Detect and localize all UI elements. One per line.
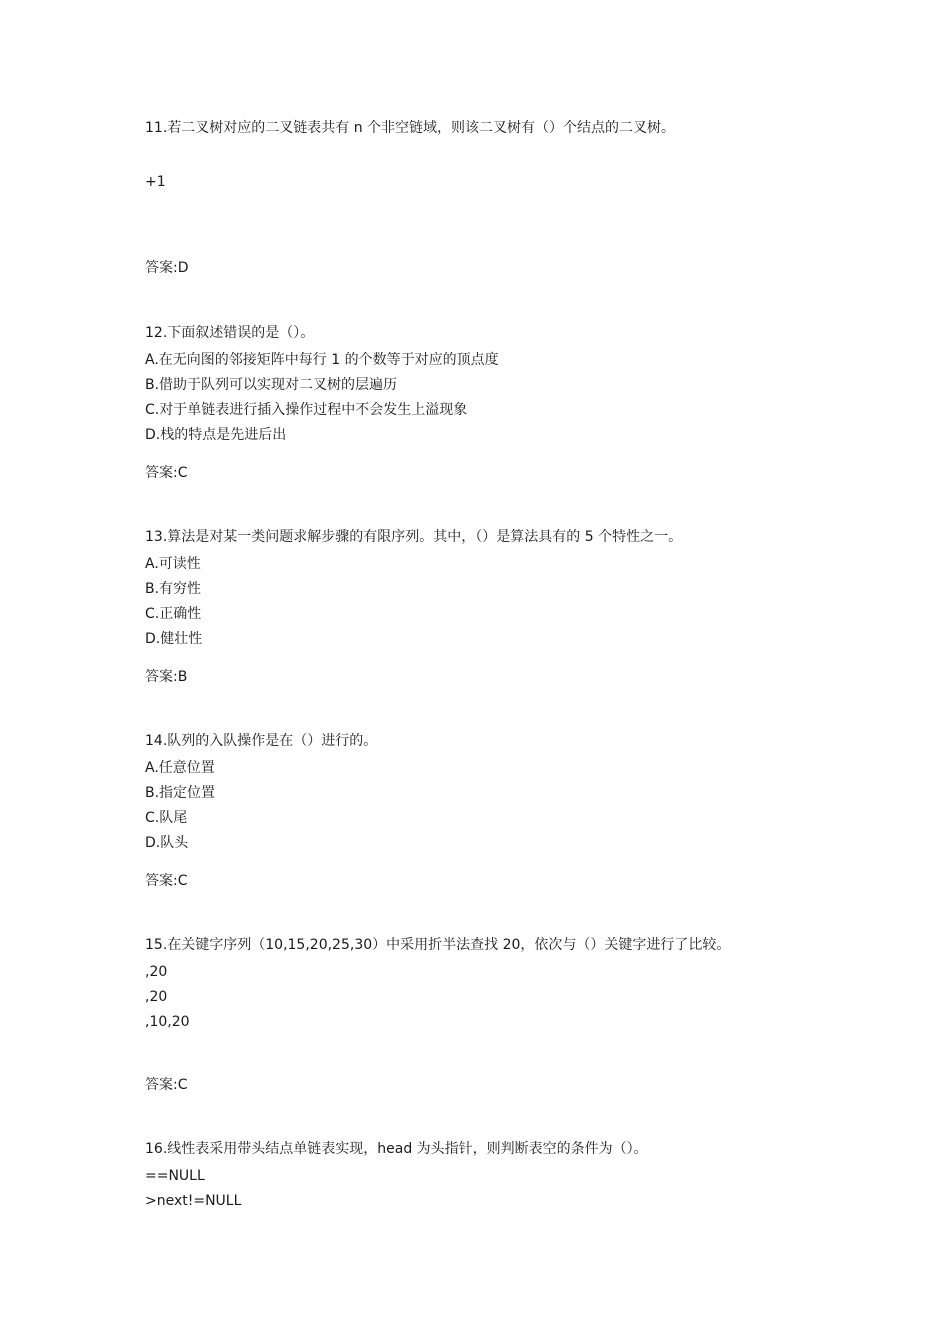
q13-option-a: A.可读性 [145,556,201,572]
q12-option-a: A.在无向图的邻接矩阵中每行 1 的个数等于对应的顶点度 [145,352,499,368]
q16-option-2: >next!=NULL [145,1193,242,1209]
q12-option-d: D.栈的特点是先进后出 [145,427,287,443]
q15-stem: 15.在关键字序列（10,15,20,25,30）中采用折半法查找 20，依次与（）关键字进行了比较。 [145,937,731,953]
q14-option-b: B.指定位置 [145,785,216,801]
q16-stem: 16.线性表采用带头结点单链表实现，head 为头指针，则判断表空的条件为（）。 [145,1141,648,1157]
q14-answer: 答案:C [145,873,188,889]
q13-answer: 答案:B [145,669,188,685]
q12-option-b: B.借助于队列可以实现对二叉树的层遍历 [145,377,398,393]
q11-answer: 答案:D [145,260,189,276]
q14-option-a: A.任意位置 [145,760,215,776]
q12-option-c: C.对于单链表进行插入操作过程中不会发生上溢现象 [145,402,468,418]
q15-option-2: ,20 [145,989,168,1005]
q16-option-1: ==NULL [145,1168,205,1184]
q13-option-b: B.有穷性 [145,581,202,597]
q13-option-c: C.正确性 [145,606,202,622]
q14-option-d: D.队头 [145,835,189,851]
q15-option-3: ,10,20 [145,1014,190,1030]
q11-option-1: +1 [145,174,166,190]
q14-stem: 14.队列的入队操作是在（）进行的。 [145,733,378,749]
q15-answer: 答案:C [145,1077,188,1093]
q11-stem: 11.若二叉树对应的二叉链表共有 n 个非空链域，则该二叉树有（）个结点的二叉树。 [145,120,676,136]
q13-option-d: D.健壮性 [145,631,203,647]
q15-option-1: ,20 [145,964,168,980]
q14-option-c: C.队尾 [145,810,188,826]
q12-stem: 12.下面叙述错误的是（）。 [145,325,315,341]
q12-answer: 答案:C [145,465,188,481]
q13-stem: 13.算法是对某一类问题求解步骤的有限序列。其中，（）是算法具有的 5 个特性之一。 [145,529,683,545]
